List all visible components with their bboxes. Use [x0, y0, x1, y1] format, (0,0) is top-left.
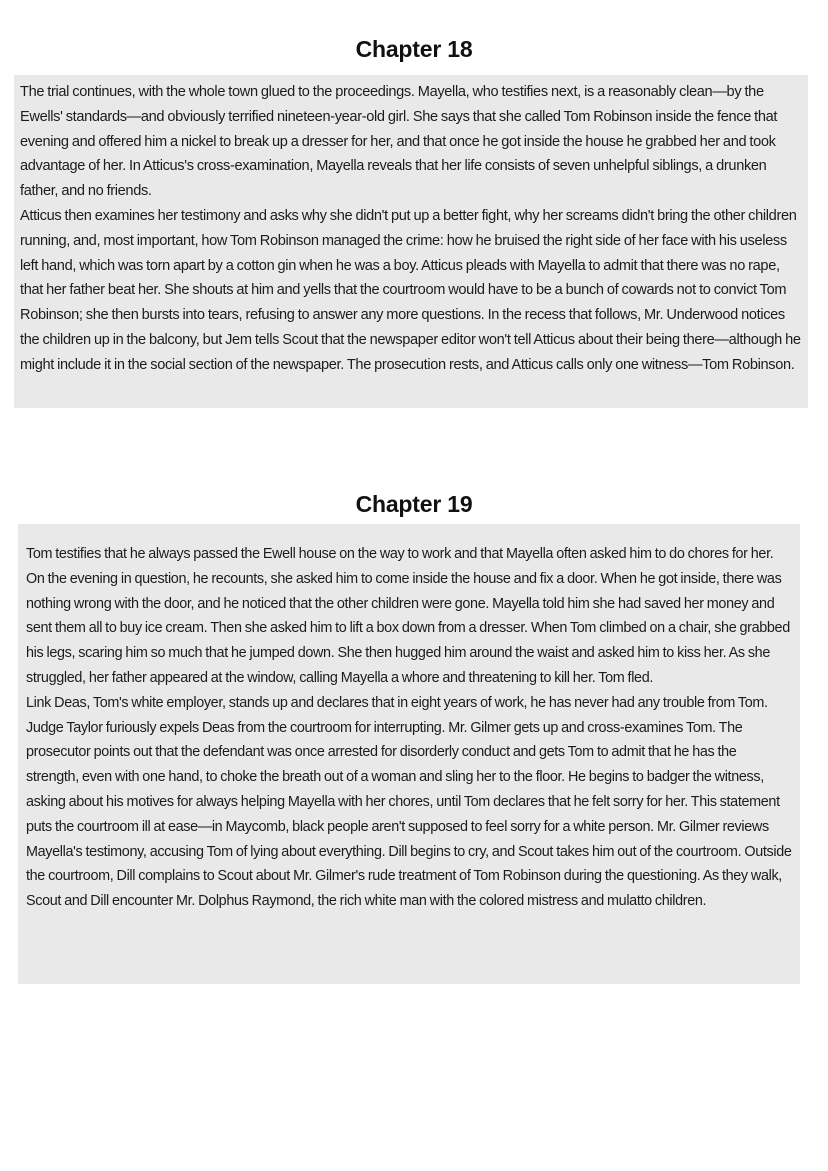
chapter-18-summary-box — [14, 75, 808, 408]
chapter-19-title: Chapter 19 — [355, 491, 473, 517]
chapter-18-title: Chapter 18 — [355, 36, 473, 62]
chapter-18-paragraph-1: The trial continues, with the whole town glued to the proceedings. Mayella, who testifies next, is a reasonably clean—by the Ewells' standards—and obviously terrified nineteen-year-old girl. She says that she called Tom Robinson inside the fence that evening and offered him a nickel to break up a dresser for her, and that once he got inside the house he grabbed her and took advantage of her. In Atticus's cross-examination, Mayella reveals that her life consists of seven unhelpful siblings, a drunken father, and no friends. — [20, 84, 778, 200]
chapter-19-paragraph-1: Tom testifies that he always passed the Ewell house on the way to work and that Mayella often asked him to do chores for her. On the evening in question, he recounts, she asked him to come inside the house and fix a door. When he got inside, there was nothing wrong with the door, and he noticed that the other children were gone. Mayella told him she had saved her money and sent them all to buy ice cream. Then she asked him to lift a box down from a dresser. When Tom climbed on a chair, she grabbed his legs, scaring him so much that he jumped down. She then hugged him around the waist and asked him to kiss her. As she struggled, her father appeared at the window, calling Mayella a whore and threatening to kill her. Tom fled. — [26, 546, 790, 686]
chapter-19-paragraph-2: Link Deas, Tom's white employer, stands up and declares that in eight years of work, he has never had any trouble from Tom. Judge Taylor furiously expels Deas from the courtroom for interrupting. Mr. Gilmer gets up and cross-examines Tom. The prosecutor points out that the defendant was once arrested for disorderly conduct and gets Tom to admit that he has the strength, even with one hand, to choke the breath out of a woman and sling her to the floor. He begins to badger the witness, asking about his motives for always helping Mayella with her chores, until Tom declares that he felt sorry for her. This statement puts the courtroom ill at ease—in Maycomb, black people aren't supposed to feel sorry for a white person. Mr. Gilmer reviews Mayella's testimony, accusing Tom of lying about everything. Dill begins to cry, and Scout takes him out of the courtroom. Outside the courtroom, Dill complains to Scout about Mr. Gilmer's rude treatment of Tom Robinson during the questioning. As they walk, Scout and Dill encounter Mr. Dolphus Raymond, the rich white man with the colored mistress and mulatto children. — [26, 694, 792, 910]
chapter-18-paragraph-2: Atticus then examines her testimony and asks why she didn't put up a better fight, why her screams didn't bring the other children running, and, most important, how Tom Robinson managed the crime: how he bruised the right side of her face with his useless left hand, which was torn apart by a cotton gin when he was a boy. Atticus pleads with Mayella to admit that there was no rape, that her father beat her. She shouts at him and yells that the courtroom would have to be a bunch of cowards not to convict Tom Robinson; she then bursts into tears, refusing to answer any more questions. In the recess that follows, Mr. Underwood notices the children up in the balcony, but Jem tells Scout that the newspaper editor won't tell Atticus about their being there—although he might include it in the social section of the newspaper. The prosecution rests, and Atticus calls only one witness—Tom Robinson. — [20, 207, 801, 373]
chapter-19-summary-box — [18, 524, 800, 984]
